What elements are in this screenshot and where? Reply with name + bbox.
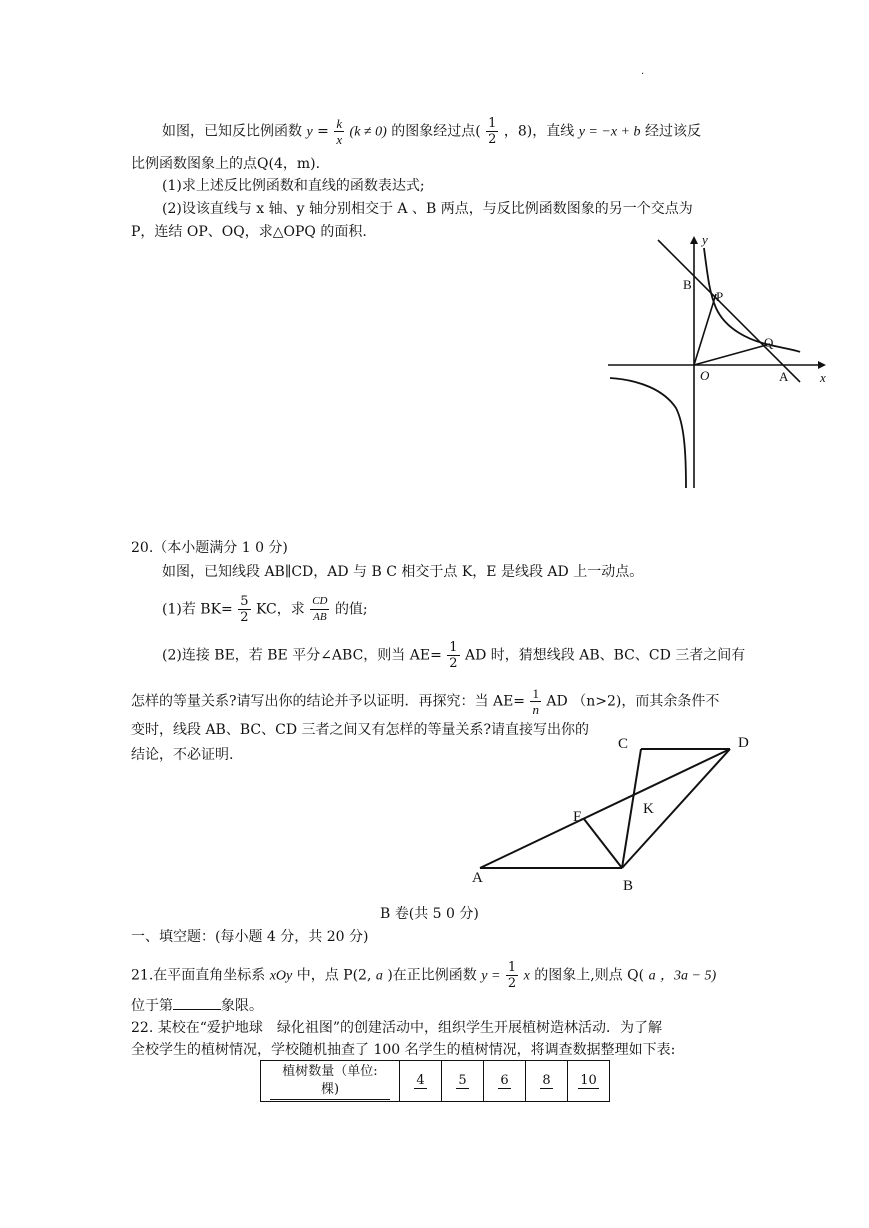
label-x: x <box>820 370 826 385</box>
fx-fraction <box>334 116 344 147</box>
q21-a-var: a <box>375 968 383 984</box>
p1-den: 2 <box>240 610 249 625</box>
fx-y: y <box>306 124 313 140</box>
section-b-title: B 卷(共 5 0 分) <box>380 906 479 922</box>
table-header-unit: 棵) <box>270 1081 390 1100</box>
pt-num: 1 <box>488 116 497 131</box>
y-axis-arrow <box>690 236 698 244</box>
p3-fraction <box>530 686 541 717</box>
q20-part3 <box>131 686 719 717</box>
point-fraction <box>486 116 498 147</box>
line-ab <box>658 240 800 382</box>
q22-line1: 22. 某校在“爱护地球 绿化祖图”的创建活动中，组织学生开展植树造林活动．为了解 <box>131 1020 663 1036</box>
label-k: K <box>643 801 654 817</box>
q20-part5: 结论，不必证明. <box>131 747 234 763</box>
fill-blank-title: 一、填空题：(每小题 4 分，共 20 分) <box>131 929 369 945</box>
table-row <box>261 1061 610 1102</box>
q21-line2-b: 象限。 <box>221 998 263 1014</box>
p3-den: n <box>532 702 539 717</box>
q21-a: 21.在平面直角坐标系 <box>131 967 266 984</box>
hyperbola-branch-lower <box>610 378 686 488</box>
label-q: Q <box>764 335 774 350</box>
label-y: y <box>702 232 708 247</box>
q20-part4: 变时，线段 AB、BC、CD 三者之间又有怎样的等量关系?请直接写出你的 <box>131 722 589 738</box>
label-b: B <box>683 277 692 292</box>
q19-part2b: P，连结 OP、OQ，求△OPQ 的面积. <box>131 224 367 240</box>
q19-text-b: 的图象经过点( <box>391 123 481 140</box>
label-o: O <box>700 368 710 383</box>
q20-p1-a: (1)若 BK= <box>162 601 233 618</box>
ab-den: AB <box>313 611 327 623</box>
value-4: 4 <box>416 1073 425 1088</box>
line-equation: y = −x + b <box>578 124 641 140</box>
table-cell <box>400 1061 442 1102</box>
cd-num: CD <box>310 594 329 610</box>
q19-text-c: ，8)，直线 <box>503 123 575 140</box>
q19-line1 <box>162 116 701 147</box>
value-6: 6 <box>500 1073 509 1088</box>
q21-xoy: xOy <box>269 968 293 984</box>
label-p: P <box>716 289 724 304</box>
label-d: D <box>738 735 749 751</box>
q20-part2 <box>162 640 745 671</box>
q20-header: 20.（本小题满分 1 0 分) <box>131 540 288 556</box>
q21-line2-a: 位于第 <box>131 998 173 1014</box>
tree-count-table <box>260 1060 610 1102</box>
q21-den: 2 <box>507 976 517 991</box>
p1-num: 5 <box>240 594 249 609</box>
q20-intro: 如图，已知线段 AB∥CD，AD 与 B C 相交于点 K，E 是线段 AD 上一动点。 <box>162 564 644 580</box>
q21-line1 <box>131 960 716 991</box>
q20-p1-c: 的值; <box>334 601 368 618</box>
q20-part1 <box>162 594 368 625</box>
table-cell <box>484 1061 526 1102</box>
q21-b: 中，点 P(2, <box>296 967 372 984</box>
q21-line2 <box>131 996 263 1016</box>
q21-f: ，3a − 5) <box>660 968 717 984</box>
table-cell <box>442 1061 484 1102</box>
segment-be <box>584 819 622 868</box>
q19-text-d: 经过该反 <box>644 123 701 140</box>
q19-line2: 比例函数图象上的点Q(4，m). <box>131 156 321 172</box>
fx-num: k <box>336 116 343 131</box>
table-cell <box>568 1061 610 1102</box>
label-a2: A <box>472 870 483 886</box>
q21-e: a <box>648 968 656 984</box>
q21-num: 1 <box>507 960 517 975</box>
fx-den: x <box>336 132 343 147</box>
value-5: 5 <box>458 1073 467 1088</box>
q20-p3-b: AD （n>2)，而其余条件不 <box>546 693 720 710</box>
q19-part1: (1)求上述反比例函数和直线的函数表达式; <box>162 178 425 194</box>
cd-ab-fraction <box>310 594 329 625</box>
q22-line2: 全校学生的植树情况，学校随机抽查了 100 名学生的植树情况，将调查数据整理如下表: <box>131 1042 676 1058</box>
fx-eq: = <box>317 123 329 140</box>
hyperbola-figure <box>600 230 840 495</box>
pt-den: 2 <box>488 132 497 147</box>
segment-op <box>694 294 716 365</box>
q21-answer-blank[interactable] <box>173 997 221 1010</box>
table-header-cell <box>261 1061 400 1102</box>
table-header-line1: 植树数量（单位: <box>282 1063 378 1079</box>
segment-ad <box>480 749 730 868</box>
table-cell <box>526 1061 568 1102</box>
q20-p2-b: AD 时，猜想线段 AB、BC、CD 三者之间有 <box>465 647 746 664</box>
q21-fraction <box>506 960 518 991</box>
value-8: 8 <box>542 1073 551 1088</box>
q20-p1-b: KC，求 <box>255 601 305 618</box>
label-b2: B <box>623 878 634 894</box>
p2-den: 2 <box>449 656 458 671</box>
q21-x: x <box>523 968 530 984</box>
q19-part2a: (2)设该直线与 x 轴、y 轴分别相交于 A 、B 两点，与反比例函数图象的另一个交点为 <box>162 201 693 217</box>
label-e: E <box>573 809 583 825</box>
p1-fraction <box>238 594 250 625</box>
p2-fraction <box>447 640 459 671</box>
p3-num: 1 <box>532 686 539 701</box>
trapezoid-figure <box>465 730 765 900</box>
x-axis-arrow <box>818 361 826 369</box>
q21-y-eq: y = <box>481 968 501 984</box>
table-header-line2 <box>261 1081 399 1100</box>
q19-text-a: 如图，已知反比例函数 <box>162 123 302 140</box>
label-a: A <box>779 369 789 384</box>
corner-mark: . <box>641 66 645 77</box>
fx-cond: (k ≠ 0) <box>349 124 387 140</box>
q20-p3-a: 怎样的等量关系?请写出你的结论并予以证明．再探究：当 AE= <box>131 693 526 710</box>
value-10: 10 <box>580 1073 597 1088</box>
p2-num: 1 <box>449 640 458 655</box>
q21-d: 的图象上,则点 Q( <box>534 967 645 984</box>
segment-oq <box>694 344 770 365</box>
label-c: C <box>618 736 629 752</box>
q21-c: )在正比例函数 <box>387 967 477 984</box>
q20-p2-a: (2)连接 BE，若 BE 平分∠ABC，则当 AE= <box>162 647 442 664</box>
